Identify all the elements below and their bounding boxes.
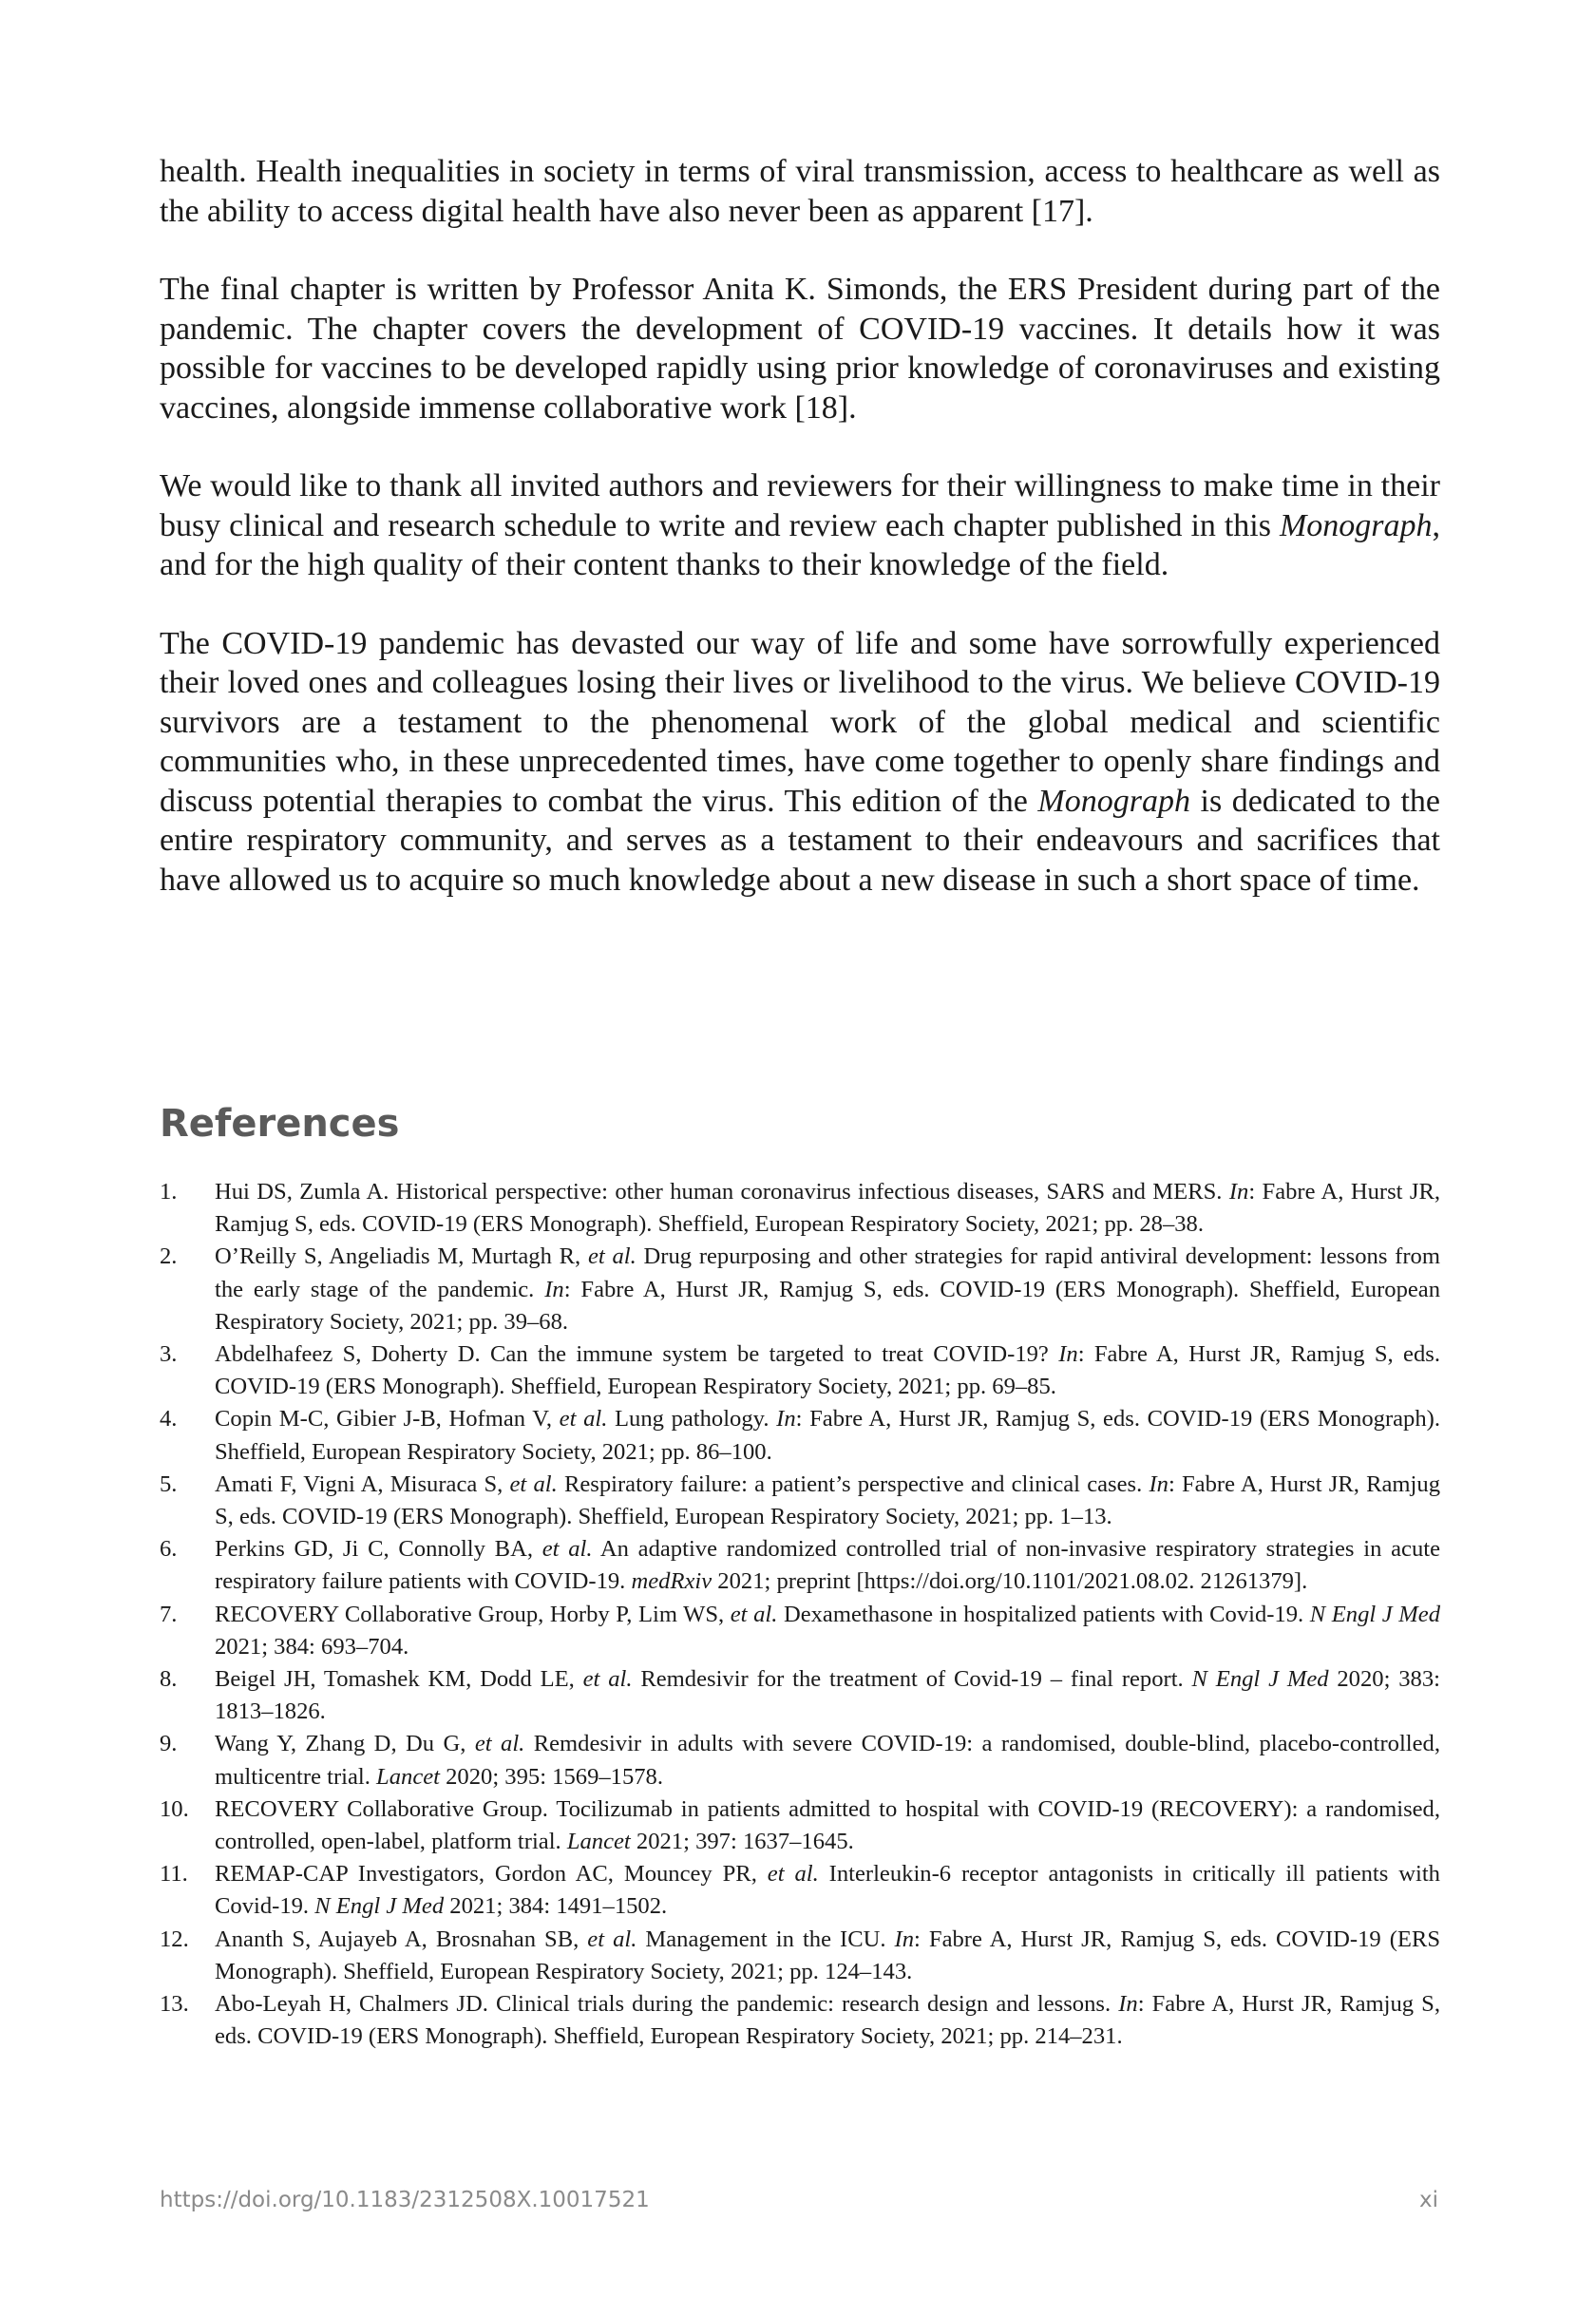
paragraph-4 <box>160 624 1440 901</box>
reference-text-segment: 2020; 383: 1813–1826. <box>215 1666 1440 1725</box>
reference-number: 5. <box>160 1471 178 1497</box>
reference-item <box>160 1858 1440 1923</box>
reference-text-segment: Abo-Leyah H, Chalmers JD. Clinical trials during the pandemic: research design and lessons. <box>215 1991 1119 2018</box>
reference-item <box>160 1403 1440 1468</box>
reference-item <box>160 1793 1440 1858</box>
reference-italic-text: et al. <box>767 1861 819 1888</box>
reference-italic-text: et al. <box>559 1406 608 1433</box>
reference-italic-text: N Engl J Med <box>1309 1601 1440 1627</box>
reference-italic-text: Lancet <box>376 1763 440 1790</box>
reference-text <box>215 1793 1440 1858</box>
reference-text-segment: Copin M-C, Gibier J-B, Hofman V, <box>215 1406 560 1433</box>
paragraph-3-italic: Monograph <box>1279 507 1433 543</box>
reference-text <box>215 1663 1440 1728</box>
page-number: xi <box>1418 2188 1438 2212</box>
paragraph-2 <box>160 270 1440 427</box>
reference-number: 4. <box>160 1406 178 1433</box>
reference-item <box>160 1533 1440 1598</box>
reference-text-segment: : Fabre A, Hurst JR, Ramjug S, eds. COVID-19 (ERS Monograph). Sheffield, European Respiratory Society, 2021; pp. 69–85. <box>215 1341 1440 1400</box>
reference-item <box>160 1338 1440 1403</box>
reference-item <box>160 1176 1440 1241</box>
reference-item <box>160 1728 1440 1793</box>
reference-number: 13. <box>160 1991 189 2018</box>
reference-text-segment: Wang Y, Zhang D, Du G, <box>215 1731 475 1757</box>
paragraph-3-text-b: , and for the high quality of their content thanks to their knowledge of the field. <box>160 507 1440 582</box>
reference-italic-text: In <box>776 1406 796 1433</box>
reference-text-segment: REMAP-CAP Investigators, Gordon AC, Mouncey PR, <box>215 1861 768 1888</box>
reference-italic-text: In <box>1118 1991 1138 2018</box>
reference-number: 2. <box>160 1243 178 1270</box>
reference-text <box>215 1728 1440 1793</box>
reference-number: 12. <box>160 1926 189 1952</box>
paragraph-4-text-b: is dedicated to the entire respiratory community, and serves as a testament to their endeavours and sacrifices that have allowed us to acquire so much knowledge about a new disease in such a short space of time. <box>160 783 1440 898</box>
paragraph-3 <box>160 466 1440 585</box>
reference-italic-text: et al. <box>542 1536 593 1563</box>
reference-italic-text: N Engl J Med <box>1191 1666 1329 1693</box>
reference-text <box>215 1988 1440 2053</box>
reference-item <box>160 1988 1440 2053</box>
reference-text <box>215 1469 1440 1533</box>
reference-text-segment: Amati F, Vigni A, Misuraca S, <box>215 1471 510 1497</box>
reference-text-segment: RECOVERY Collaborative Group. Tocilizumab in patients admitted to hospital with COVID-19 (RECOVERY): a randomised, controlled, open-label, platform trial. <box>215 1795 1440 1855</box>
reference-text-segment: 2021; preprint [https://doi.org/10.1101/2021.08.02. 21261379]. <box>712 1568 1308 1595</box>
reference-number: 3. <box>160 1341 178 1368</box>
reference-text <box>215 1338 1440 1403</box>
reference-text-segment: 2021; 397: 1637–1645. <box>630 1829 854 1855</box>
reference-text-segment: 2021; 384: 1491–1502. <box>444 1893 668 1920</box>
reference-text <box>215 1599 1440 1663</box>
reference-text-segment: Remdesivir for the treatment of Covid-19 – final report. <box>632 1666 1192 1693</box>
page-content <box>160 152 1440 2050</box>
reference-text-segment: Dexamethasone in hospitalized patients with Covid-19. <box>777 1601 1310 1627</box>
paragraph-1-text: health. Health inequalities in society in terms of viral transmission, access to healthcare as well as the ability to access digital health have also never been as apparent [17]. <box>160 154 1440 229</box>
reference-number: 10. <box>160 1795 189 1822</box>
paragraph-4-italic: Monograph <box>1037 783 1190 819</box>
reference-italic-text: In <box>1058 1341 1078 1368</box>
reference-number: 11. <box>160 1861 188 1888</box>
reference-text-segment: Ananth S, Aujayeb A, Brosnahan SB, <box>215 1926 588 1952</box>
reference-text-segment: Management in the ICU. <box>636 1926 895 1952</box>
reference-number: 9. <box>160 1731 178 1757</box>
reference-italic-text: In <box>894 1926 915 1952</box>
reference-number: 6. <box>160 1536 178 1563</box>
reference-number: 1. <box>160 1179 178 1205</box>
reference-text-segment: Beigel JH, Tomashek KM, Dodd LE, <box>215 1666 583 1693</box>
reference-italic-text: In <box>1228 1179 1249 1205</box>
reference-italic-text: et al. <box>582 1666 633 1693</box>
references-heading: References <box>160 1102 400 1146</box>
reference-text-segment: Lung pathology. <box>607 1406 777 1433</box>
reference-text-segment: : Fabre A, Hurst JR, Ramjug S, eds. COVID-19 (ERS Monograph). Sheffield, European Respiratory Society, 2021; pp. 39–68. <box>215 1276 1440 1335</box>
reference-item <box>160 1924 1440 1988</box>
reference-text <box>215 1858 1440 1923</box>
reference-text-segment: Drug repurposing and other strategies for rapid antiviral development: lessons from the early stage of the pandemic. <box>215 1243 1440 1302</box>
reference-text <box>215 1241 1440 1338</box>
reference-text <box>215 1924 1440 1988</box>
paragraph-4-text-a: The COVID-19 pandemic has devasted our way of life and some have sorrowfully experienced their loved ones and colleagues losing their lives or livelihood to the virus. We believe COVID-19 survivors are a testament to the phenomenal work of the global medical and scientific communities who, in these unprecedented times, have come together to openly share findings and discuss potential therapies to combat the virus. This edition of the <box>160 625 1440 819</box>
paragraph-3-text-a: We would like to thank all invited authors and reviewers for their willingness to make time in their busy clinical and research schedule to write and review each chapter published in this <box>160 468 1440 543</box>
reference-text-segment: 2020; 395: 1569–1578. <box>439 1763 663 1790</box>
reference-text <box>215 1533 1440 1598</box>
reference-text-segment: An adaptive randomized controlled trial of non-invasive respiratory strategies in acute respiratory failure patients with COVID-19. <box>215 1536 1440 1595</box>
reference-item <box>160 1241 1440 1338</box>
reference-item <box>160 1599 1440 1663</box>
reference-text-segment: Respiratory failure: a patient’s perspective and clinical cases. <box>557 1471 1150 1497</box>
reference-italic-text: In <box>544 1276 564 1302</box>
reference-text-segment: 2021; 384: 693–704. <box>215 1633 409 1660</box>
reference-text <box>215 1176 1440 1241</box>
reference-italic-text: In <box>1149 1471 1168 1497</box>
reference-number: 7. <box>160 1601 178 1627</box>
reference-text-segment: Perkins GD, Ji C, Connolly BA, <box>215 1536 542 1563</box>
paragraph-2-text: The final chapter is written by Professor Anita K. Simonds, the ERS President during part of the pandemic. The chapter covers the development of COVID-19 vaccines. It details how it was possible for vaccines to be developed rapidly using prior knowledge of coronaviruses and existing vaccines, alongside immense collaborative work [18]. <box>160 272 1440 426</box>
paragraph-1 <box>160 152 1440 231</box>
reference-text-segment: : Fabre A, Hurst JR, Ramjug S, eds. COVID-19 (ERS Monograph). Sheffield, European Respiratory Society, 2021; pp. 28–38. <box>215 1179 1440 1238</box>
reference-text <box>215 1403 1440 1468</box>
reference-number: 8. <box>160 1666 178 1693</box>
reference-italic-text: et al. <box>730 1601 778 1627</box>
reference-text-segment: : Fabre A, Hurst JR, Ramjug S, eds. COVID-19 (ERS Monograph). Sheffield, European Respiratory Society, 2021; pp. 214–231. <box>215 1991 1440 2050</box>
references-list <box>160 1176 1440 2053</box>
reference-italic-text: et al. <box>587 1243 636 1270</box>
reference-italic-text: N Engl J Med <box>314 1893 445 1920</box>
reference-italic-text: et al. <box>587 1926 637 1952</box>
reference-item <box>160 1663 1440 1728</box>
reference-text-segment: Interleukin-6 receptor antagonists in critically ill patients with Covid-19. <box>215 1861 1440 1920</box>
reference-text-segment: : Fabre A, Hurst JR, Ramjug S, eds. COVID-19 (ERS Monograph). Sheffield, European Respiratory Society, 2021; pp. 86–100. <box>215 1406 1440 1465</box>
reference-text-segment: : Fabre A, Hurst JR, Ramjug S, eds. COVID-19 (ERS Monograph). Sheffield, European Respiratory Society, 2021; pp. 124–143. <box>215 1926 1440 1984</box>
reference-italic-text: Lancet <box>566 1829 631 1855</box>
reference-text-segment: Hui DS, Zumla A. Historical perspective: other human coronavirus infectious diseases, SARS and MERS. <box>215 1179 1229 1205</box>
reference-italic-text: et al. <box>509 1471 558 1497</box>
reference-italic-text: et al. <box>474 1731 525 1757</box>
reference-text-segment: Remdesivir in adults with severe COVID-19: a randomised, double-blind, placebo-controlled, multicentre trial. <box>215 1731 1440 1790</box>
reference-item <box>160 1469 1440 1533</box>
reference-text-segment: O’Reilly S, Angeliadis M, Murtagh R, <box>215 1243 588 1270</box>
reference-text-segment: RECOVERY Collaborative Group, Horby P, Lim WS, <box>215 1601 731 1627</box>
reference-text-segment: : Fabre A, Hurst JR, Ramjug S, eds. COVID-19 (ERS Monograph). Sheffield, European Respiratory Society, 2021; pp. 1–13. <box>215 1471 1440 1530</box>
footer-doi-link[interactable]: https://doi.org/10.1183/2312508X.10017521 <box>160 2188 650 2212</box>
reference-italic-text: medRxiv <box>631 1568 712 1595</box>
reference-text-segment: Abdelhafeez S, Doherty D. Can the immune system be targeted to treat COVID-19? <box>215 1341 1059 1368</box>
